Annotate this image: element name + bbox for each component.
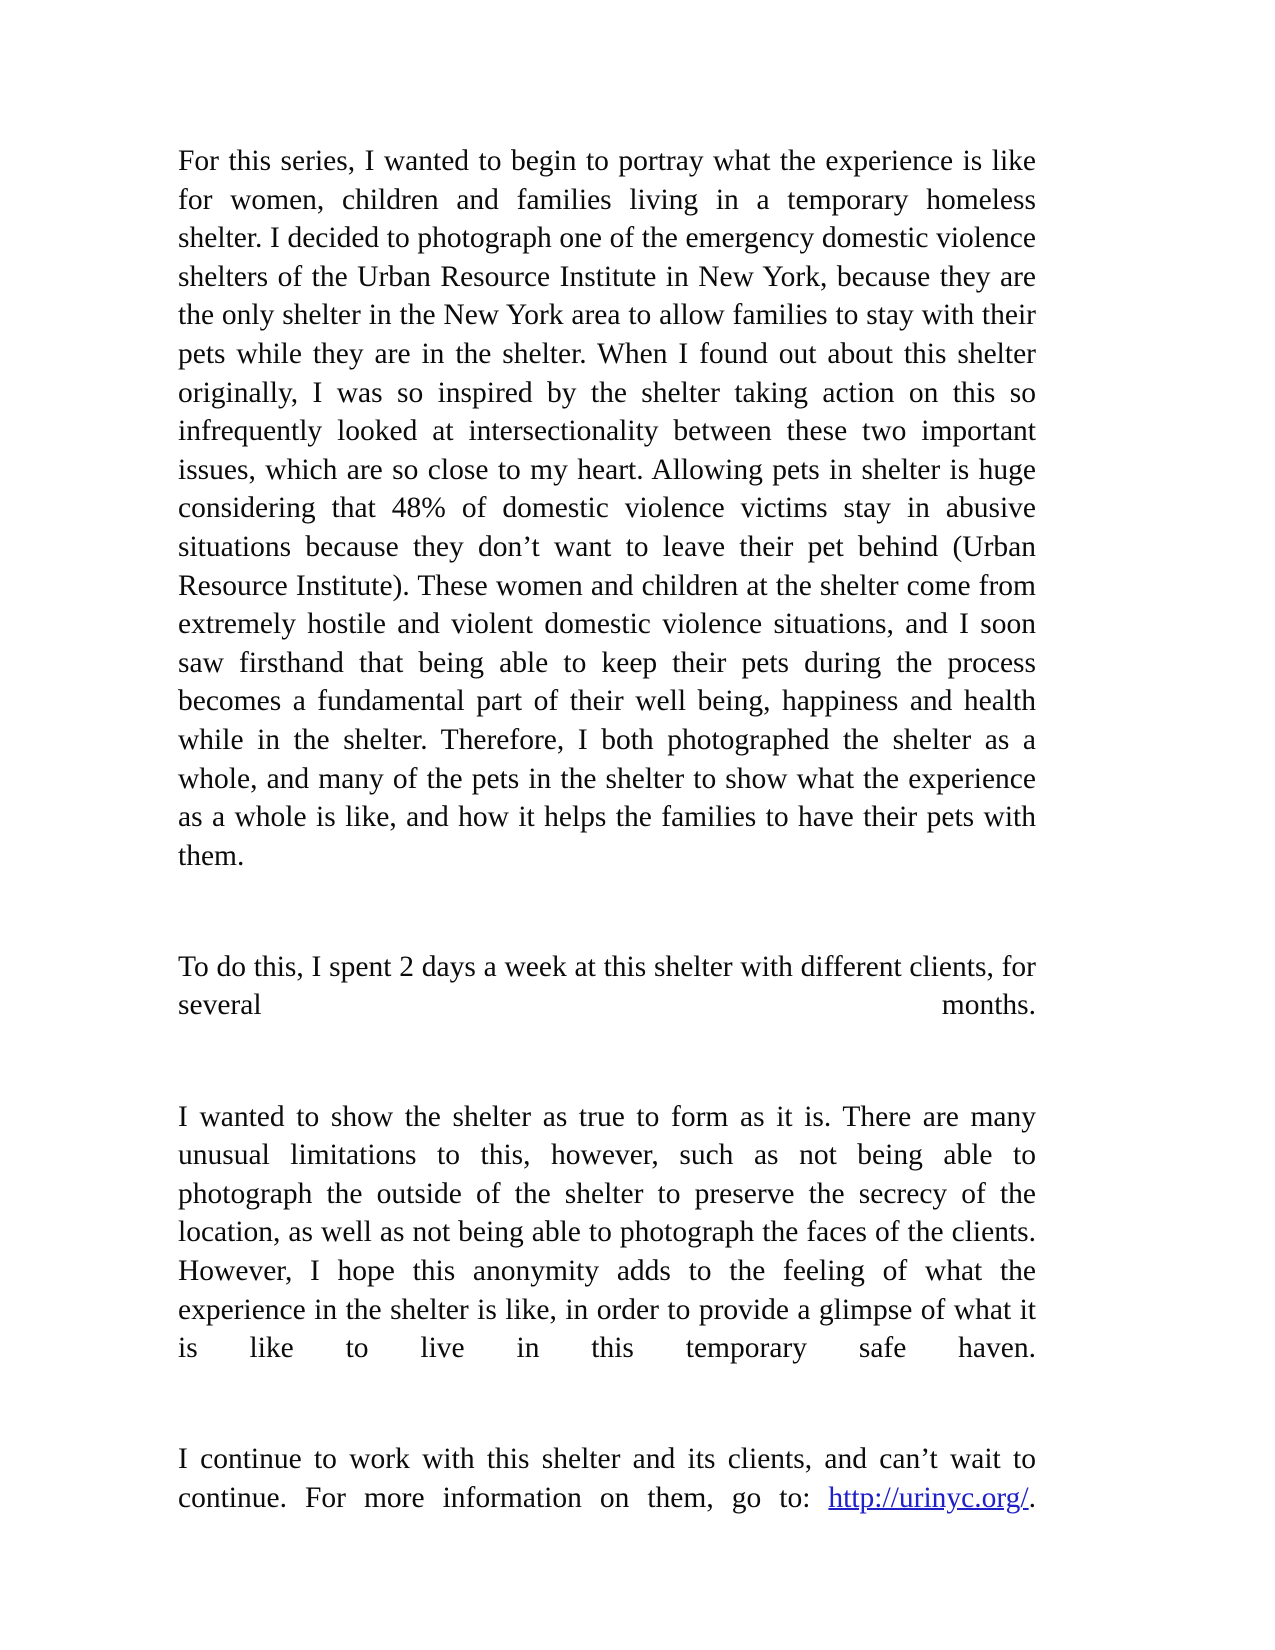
- paragraph-4: [178, 1440, 1036, 1556]
- article-body: [178, 142, 1036, 1556]
- paragraph-3: I wanted to show the shelter as true to form as it is. There are many unusual limitations to this, however, such as not being able to photograph the outside of the shelter to preserve the secrecy of the location, as well as not being able to photograph the faces of the clients. However, I hope this anonymity adds to the feeling of what the experience in the shelter is like, in order to provide a glimpse of what it is like to live in this temporary safe haven.: [178, 1100, 1036, 1365]
- closing-lead-text: I continue to work with this shelter and its clients, and can’t wait to continue. For more information on them, go to:: [178, 1443, 1036, 1514]
- closing-trailing-punctuation: .: [1028, 1482, 1036, 1514]
- paragraph-2: To do this, I spent 2 days a week at this shelter with different clients, for several months.: [178, 950, 1036, 1022]
- urinyc-website-link[interactable]: http://urinyc.org/: [828, 1482, 1029, 1514]
- paragraph-1: For this series, I wanted to begin to portray what the experience is like for women, children and families living in a temporary homeless shelter. I decided to photograph one of the emergency domestic violence shelters of the Urban Resource Institute in New York, because they are the only shelter in the New York area to allow families to stay with their pets while they are in the shelter. When I found out about this shelter originally, I was so inspired by the shelter taking action on this so infrequently looked at intersectionality between these two important issues, which are so close to my heart. Allowing pets in shelter is huge considering that 48% of domestic violence victims stay in abusive situations because they don’t want to leave their pet behind (Urban Resource Institute). These women and children at the shelter come from extremely hostile and violent domestic violence situations, and I soon saw firsthand that being able to keep their pets during the process becomes a fundamental part of their well being, happiness and health while in the shelter. Therefore, I both photographed the shelter as a whole, and many of the pets in the shelter to show what the experience as a whole is like, and how it helps the families to have their pets with them.: [178, 145, 1036, 872]
